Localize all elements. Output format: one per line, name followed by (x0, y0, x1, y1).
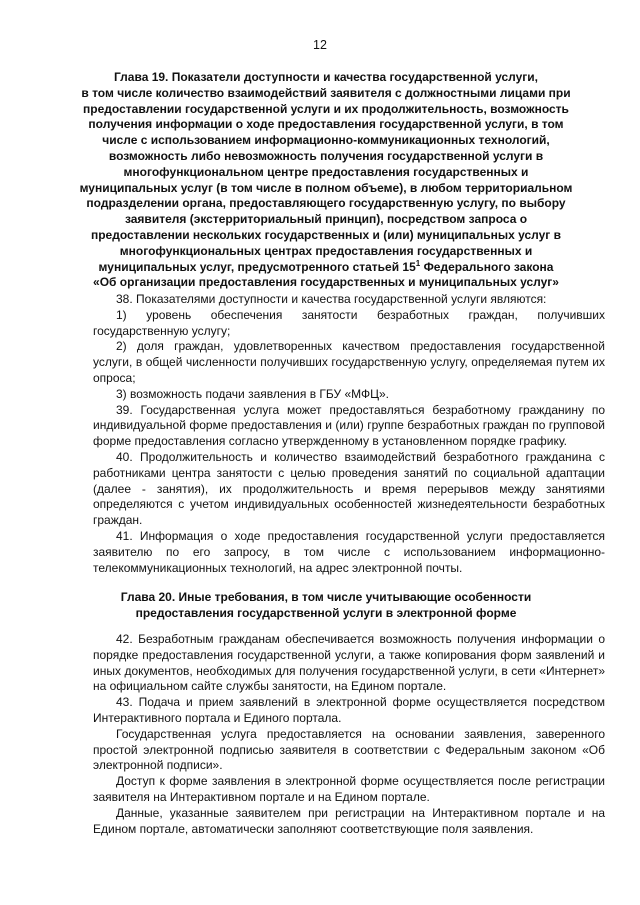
paragraph-43-access: Доступ к форме заявления в электронной форме осуществляется после регистрации заявителя на Интерактивном портале и на Едином портале. (93, 774, 605, 804)
paragraph-38: 38. Показателями доступности и качества государственной услуги являются: (116, 292, 547, 306)
paragraph-38-item-2: 2) доля граждан, удовлетворенных качеством предоставления государственной услуги, в общей численности получивших государственную услугу, определяемая путем их опроса; (93, 339, 605, 385)
heading-line: возможность либо невозможность получения государственной услуги в (108, 148, 544, 163)
heading-text: муниципальных услуг, предусмотренного статьей 15 (98, 259, 416, 274)
paragraph-39: 39. Государственная услуга может предоставляться безработному гражданину по индивидуальной форме предоставления и (или) группе безработных граждан по групповой форме предоставления согласно утвержденному в установленном порядке графику. (93, 402, 605, 449)
heading-line: Глава 20. Иные требования, в том числе учитывающие особенности (120, 590, 532, 604)
heading-line: заявителя (экстерриториальный принцип), посредством запроса о (124, 212, 528, 227)
chapter-20-body (93, 632, 605, 837)
paragraph-38-item-3: 3) возможность подачи заявления в ГБУ «МФЦ». (116, 386, 390, 401)
paragraph-43-signature: Государственная услуга предоставляется на основании заявления, заверенного простой электронной подписью заявителя в соответствии с Федеральным законом «Об электронной подписи». (93, 726, 605, 773)
heading-line: подразделении органа, предоставляющего государственную услугу, по выбору (86, 196, 566, 211)
chapter-19-body (93, 292, 605, 576)
page-number: 12 (313, 38, 327, 52)
heading-line: многофункциональном центре предоставления государственных и (123, 164, 529, 179)
heading-line: Глава 19. Показатели доступности и качества государственной услуги, (113, 70, 539, 84)
chapter-19-heading (78, 70, 574, 291)
paragraph-43-autofill: Данные, указанные заявителем при регистрации на Интерактивном портале и на Едином портале, автоматически заполняют соответствующие поля заявления. (93, 805, 605, 836)
heading-line: получения информации о ходе предоставления государственной услуги, в том (88, 117, 564, 132)
chapter-20-heading (78, 590, 574, 622)
paragraph-38-item-1: 1) уровень обеспечения занятости безработных граждан, получивших государственную услугу; (93, 307, 605, 338)
heading-line: в том числе количество взаимодействий заявителя с должностными лицами при (81, 85, 571, 100)
heading-line: предоставлении государственной услуги и их продолжительность, возможность (83, 101, 569, 116)
heading-line: «Об организации предоставления государственных и муниципальных услуг» (93, 275, 559, 290)
paragraph-40: 40. Продолжительность и количество взаимодействий безработного гражданина с работниками центра занятости с целью проведения занятий по социальной адаптации (далее - занятия), их продолжительность и время перерывов между занятиями определяются с учетом индивидуальных особенностей жизнедеятельности безработных граждан. (93, 449, 605, 528)
heading-text: Федерального закона (420, 259, 554, 274)
heading-line (78, 260, 574, 276)
paragraph-43: 43. Подача и прием заявлений в электронной форме осуществляется посредством Интерактивного портала и Единого портала. (93, 695, 605, 725)
heading-line: муниципальных услуг (в том числе в полном объеме), в любом территориальном (79, 180, 573, 195)
heading-line: предоставления государственной услуги в электронной форме (135, 605, 517, 620)
heading-line: числе с использованием информационно-коммуникационных технологий, (102, 133, 550, 148)
paragraph-41: 41. Информация о ходе предоставления государственной услуги предоставляется заявителю по его запросу, в том числе с использованием информационно-телекоммуникационных технологий, на адрес электронной почты. (93, 528, 605, 575)
article-superscript: 1 (415, 258, 421, 268)
heading-line: многофункциональных центрах предоставления государственных и (119, 243, 533, 258)
heading-line: предоставлении нескольких государственных и (или) муниципальных услуг в (90, 227, 562, 242)
paragraph-42: 42. Безработным гражданам обеспечивается возможность получения информации о порядке предоставления государственной услуги, а также копирования форм заявлений и иных документов, необходимых для получения государственной услуги, в сети «Интернет» на официальном сайте службы занятости, на Едином портале. (93, 632, 605, 694)
